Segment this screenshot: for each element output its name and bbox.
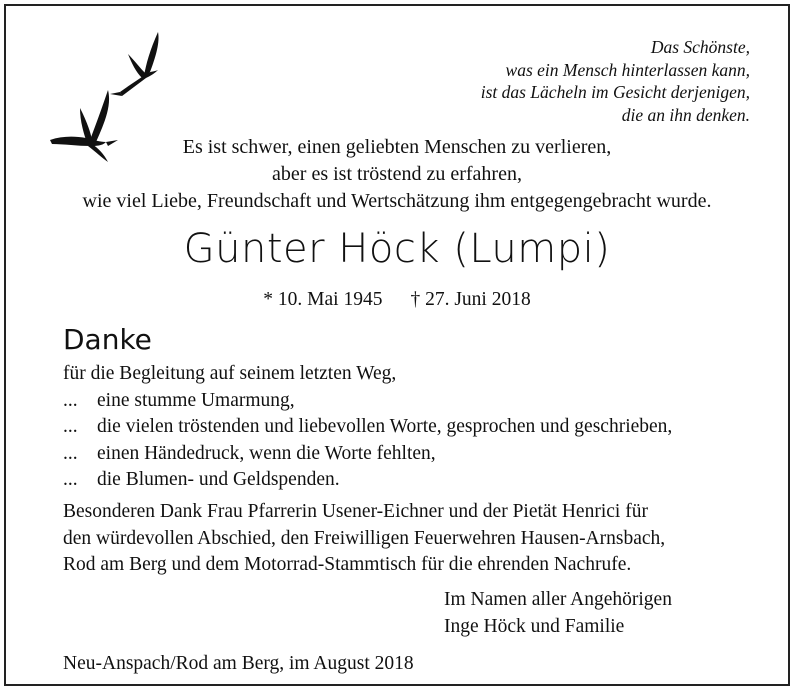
obituary-card — [4, 4, 790, 686]
quote-line: Das Schönste, — [650, 37, 750, 57]
deceased-name: Günter Höck (Lumpi) — [183, 226, 611, 272]
intro-text — [6, 134, 788, 215]
life-dates — [6, 288, 788, 312]
danke-heading: Danke — [63, 323, 152, 356]
signoff-line: Inge Höck und Familie — [444, 615, 625, 637]
danke-item — [63, 388, 672, 415]
ellipsis: ... — [63, 442, 78, 464]
ellipsis: ... — [63, 389, 78, 411]
signoff — [444, 587, 672, 640]
quote-block — [450, 36, 750, 126]
bird-upper-icon — [110, 32, 159, 96]
birth-date: * 10. Mai 1945 — [263, 289, 383, 310]
quote-line: die an ihn denken. — [621, 104, 750, 125]
ellipsis: ... — [63, 416, 78, 437]
quote-line: ist das Lächeln im Gesicht derjenigen, — [480, 82, 750, 102]
thanks-line: Besonderen Dank Frau Pfarrerin Usener-Eichner und der Pietät Henrici für — [63, 501, 648, 522]
thanks-line: den würdevollen Abschied, den Freiwilligen Feuerwehren Hausen-Arnsbach, — [63, 527, 666, 549]
danke-item — [63, 467, 672, 494]
danke-item — [63, 414, 672, 441]
intro-line: Es ist schwer, einen geliebten Menschen zu verlieren, — [182, 136, 612, 158]
danke-item-text: die vielen tröstenden und liebevollen Worte, gesprochen und geschrieben, — [97, 416, 673, 437]
special-thanks — [63, 499, 763, 579]
place-date: Neu-Anspach/Rod am Berg, im August 2018 — [63, 653, 414, 674]
danke-item-text: die Blumen- und Geldspenden. — [97, 469, 340, 490]
signoff-line: Im Namen aller Angehörigen — [444, 589, 672, 610]
intro-line: aber es ist tröstend zu erfahren, — [272, 163, 522, 185]
danke-item-text: einen Händedruck, wenn die Worte fehlten, — [97, 442, 436, 464]
thanks-line: Rod am Berg und dem Motorrad-Stammtisch für die ehrenden Nachrufe. — [63, 554, 632, 575]
ellipsis: ... — [63, 469, 78, 490]
death-date: † 27. Juni 2018 — [410, 289, 531, 310]
danke-first-line: für die Begleitung auf seinem letzten Weg, — [63, 363, 397, 384]
danke-item — [63, 441, 672, 468]
danke-list — [63, 361, 672, 494]
intro-line: wie viel Liebe, Freundschaft und Wertschätzung ihm entgegengebracht wurde. — [82, 190, 712, 212]
danke-item-text: eine stumme Umarmung, — [97, 389, 295, 411]
quote-line: was ein Mensch hinterlassen kann, — [505, 59, 750, 80]
